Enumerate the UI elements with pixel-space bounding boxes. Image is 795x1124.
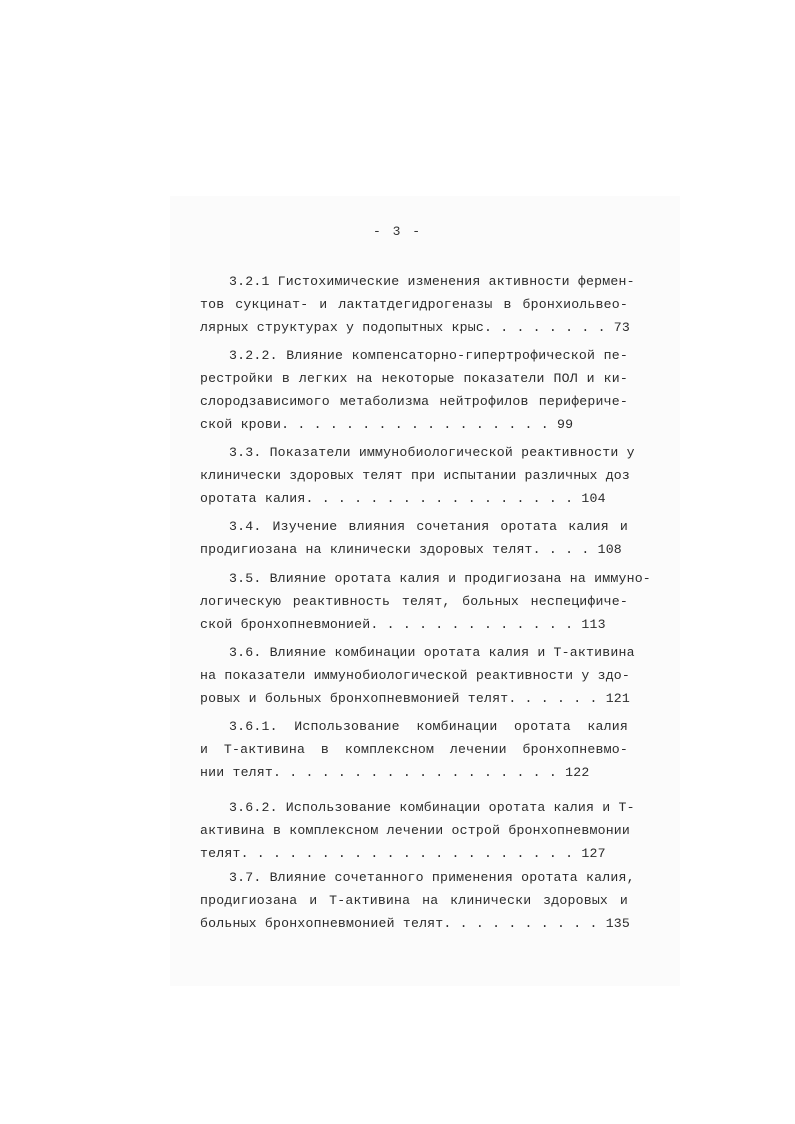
toc-line: 3.2.2. Влияние компенсаторно-гипертрофической пе- [229,348,628,363]
toc-line: 3.7. Влияние сочетанного применения оротата калия, [229,870,635,885]
toc-line: 3.4. Изучение влияния сочетания оротата калия и [229,519,628,534]
toc-line: логическую реактивность телят, больных неспецифиче- [200,594,628,609]
toc-line: 3.6.2. Использование комбинации оротата калия и Т- [229,800,635,815]
toc-line: 3.6.1. Использование комбинации оротата калия [229,719,628,734]
toc-line: клинически здоровых телят при испытании различных доз [200,468,631,483]
toc-line: 3.3. Показатели иммунобиологической реактивности у [229,445,635,460]
toc-line: продигиозана на клинически здоровых телят. . . . 108 [200,542,622,557]
toc-line: и Т-активина в комплексном лечении бронхопневмо- [200,742,628,757]
toc-line: 3.6. Влияние комбинации оротата калия и Т-активина [229,645,635,660]
scanned-page [170,196,680,986]
toc-line: тов сукцинат- и лактатдегидрогеназы в бронхиольвео- [200,297,628,312]
toc-line: ской крови. . . . . . . . . . . . . . . . . 99 [200,417,574,432]
toc-line: активина в комплексном лечении острой бронхопневмонии [200,823,631,838]
toc-line: слородзависимого метаболизма нейтрофилов перифериче- [200,394,628,409]
toc-line: ской бронхопневмонией. . . . . . . . . . . . . 113 [200,617,606,632]
toc-line: на показатели иммунобиологической реактивности у здо- [200,668,631,683]
toc-line: лярных структурах у подопытных крыс. . . . . . . . 73 [200,320,631,335]
toc-line: 3.5. Влияние оротата калия и продигиозана на иммуно- [229,571,651,586]
toc-line: ровых и больных бронхопневмонией телят. . . . . . 121 [200,691,631,706]
toc-line: 3.2.1 Гистохимические изменения активности фермен- [229,274,635,289]
toc-line: продигиозана и Т-активина на клинически здоровых и [200,893,628,908]
toc-line: телят. . . . . . . . . . . . . . . . . . . . . 127 [200,846,606,861]
toc-line: нии телят. . . . . . . . . . . . . . . . . . 122 [200,765,590,780]
toc-line: оротата калия. . . . . . . . . . . . . . . . . 104 [200,491,606,506]
toc-line: больных бронхопневмонией телят. . . . . . . . . . 135 [200,916,631,931]
page-number: - 3 - [372,224,422,239]
toc-line: рестройки в легких на некоторые показатели ПОЛ и ки- [200,371,628,386]
